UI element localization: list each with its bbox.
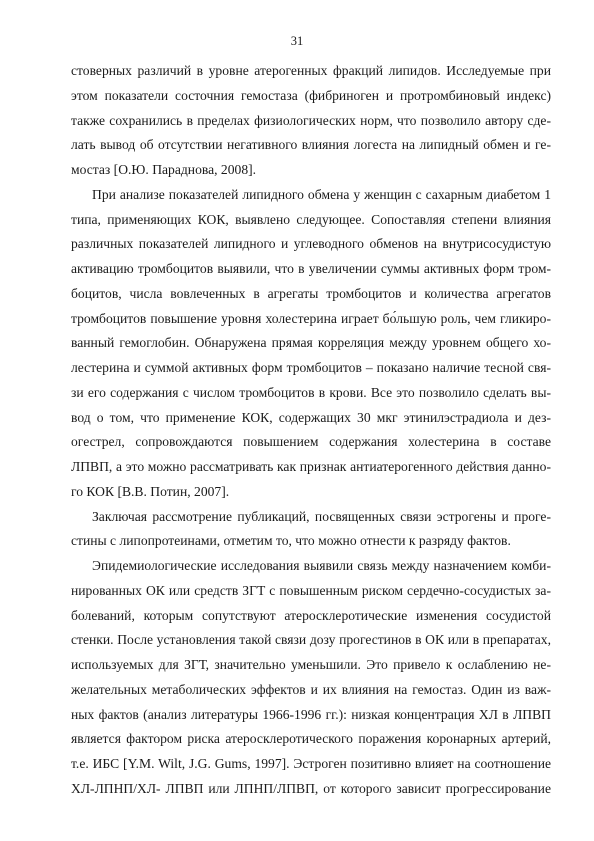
paragraph-1: стоверных различий в уровне атерогенных фракций липидов. Исследуемые при этом показатели состочния гемостаза (фибриноген и протромбиновый индекс) также сохранились в пределах физиологических норм, что позволило автору сделать вывод об отсутствии негативного влияния логеста на липидный обмен и гемостаз [О.Ю. Параднова, 2008].	[71, 63, 551, 177]
body-text	[71, 59, 551, 802]
paragraph-4: Эпидемиологические исследования выявили связь между назначением комбинированных ОК или средств ЗГТ с повышенным риском сердечно-сосудистых заболеваний, которым сопутствуют атеросклеротические изменения сосудистой стенки. После установления такой связи дозу прогестинов в ОК или в препаратах, используемых для ЗГТ, значительно уменьшили. Это привело к ослаблению нежелательных метаболических эффектов и их влияния на гемостаз. Один из важных фактов (анализ литературы 1966-1996 гг.): низкая концентрация ХЛ в ЛПВП является фактором риска атеросклеротического поражения коронарных артерий, т.е. ИБС [Y.M. Wilt, J.G. Gums, 1997]. Эстроген позитивно влияет на соотношение ХЛ-ЛПНП/ХЛ- ЛПВП или ЛПНП/ЛПВП, от которого зависит прогрессирование	[71, 558, 551, 796]
page-number: 31	[290, 34, 304, 48]
paragraph-3: Заключая рассмотрение публикаций, посвященных связи эстрогены и прогестины с липопротеинами, отметим то, что можно отнести к разряду фактов.	[71, 508, 551, 549]
paragraph-2: При анализе показателей липидного обмена у женщин с сахарным диабетом 1 типа, применяющих КОК, выявлено следующее. Сопоставляя степени влияния различных показателей липидного и углеводного обменов на внутрисосудистую активацию тромбоцитов выявили, что в увеличении суммы активных форм тромбоцитов, числа вовлеченных в агрегаты тромбоцитов и количества агрегатов тромбоцитов повышение уровня холестерина играет бо́льшую роль, чем гликированный гемоглобин. Обнаружена прямая корреляция между уровнем общего холестерина и суммой активных форм тромбоцитов – показано наличие тесной связи его содержания с числом тромбоцитов в крови. Все это позволило сделать вывод о том, что применение КОК, содержащих 30 мкг этинилэстрадиола и дезогестрел, сопровождаются повышением содержания холестерина в составе ЛПВП, а это можно рассматривать как признак антиатерогенного действия данного КОК [В.В. Потин, 2007].	[71, 186, 551, 499]
